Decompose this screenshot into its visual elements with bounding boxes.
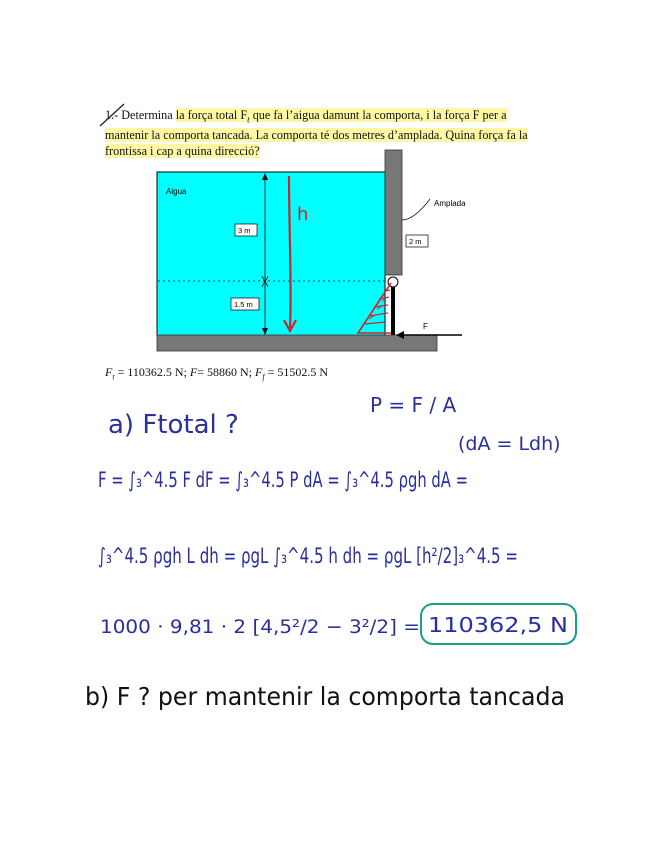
problem-line-2: mantenir la comporta tancada. La comporta té dos metres d’amplada. Quina força fa la (105, 128, 528, 143)
ft-value: = 110362.5 N; (114, 365, 190, 379)
width-label: Amplada (434, 199, 466, 208)
note-line-1: F = ∫₃^4.5 F dF = ∫₃^4.5 P dA = ∫₃^4.5 ρgh dA = (98, 468, 468, 492)
problem-sub: t (247, 114, 250, 125)
ff-sub: f (262, 372, 265, 382)
note-result: 110362,5 N (428, 613, 568, 637)
depth-upper-label: 3 m (238, 226, 251, 235)
ff-value: = 51502.5 N (264, 365, 329, 379)
problem-number: 1.- (105, 108, 119, 122)
h-label: h (297, 204, 309, 225)
note-da: (dA = Ldh) (458, 433, 561, 455)
note-b-title: b) F ? per mantenir la comporta tancada (85, 682, 565, 711)
problem-text-prefix: Determina (118, 108, 176, 122)
f-value: = 58860 N; (197, 365, 256, 379)
width-value-label: 2 m (409, 237, 422, 246)
problem-hl-text: la força total F (175, 108, 248, 122)
f-symbol: F (189, 365, 198, 379)
depth-lower-label: 1.5 m (234, 300, 253, 309)
water-label: Aigua (166, 187, 187, 196)
ft-symbol: F (105, 365, 113, 379)
problem-text-rest: que fa l’aigua damunt la comporta, i la força F per a (249, 108, 507, 122)
note-a-title: a) Ftotal ? (108, 410, 239, 440)
ff-symbol: F (255, 365, 263, 379)
note-line-3: 1000 · 9,81 · 2 [4,5²/2 − 3²/2] = (100, 616, 420, 638)
note-line-2: ∫₃^4.5 ρgh L dh = ρgL ∫₃^4.5 h dh = ρgL [h²/2]₃^4.5 = (98, 544, 518, 568)
force-label: F (423, 322, 428, 331)
ft-sub: t (112, 372, 115, 382)
problem-line-3: frontissa i cap a quina direcció? (105, 144, 260, 159)
note-pressure: P = F / A (370, 393, 457, 417)
